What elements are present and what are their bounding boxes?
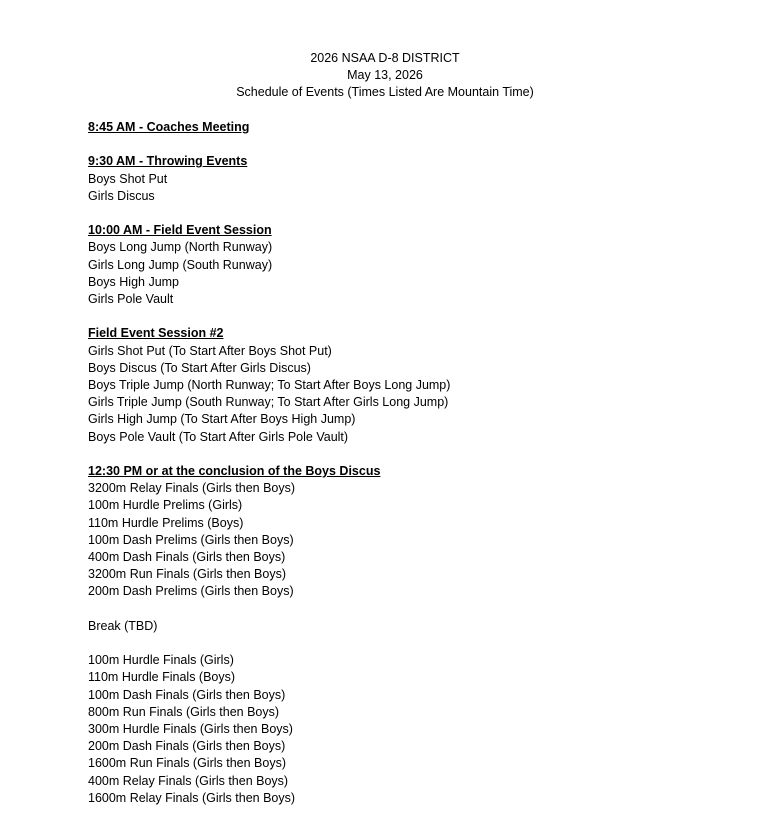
schedule-section [88, 618, 748, 635]
schedule-section [88, 119, 748, 136]
event-item: 400m Dash Finals (Girls then Boys) [88, 550, 286, 565]
event-date: May 13, 2026 [347, 68, 423, 82]
event-item: Girls Pole Vault [88, 292, 174, 306]
event-item: Boys Pole Vault (To Start After Girls Pole Vault) [88, 429, 349, 444]
event-item: 110m Hurdle Prelims (Boys) [88, 515, 244, 530]
document-title: 2026 NSAA D-8 DISTRICT [310, 51, 460, 65]
event-item: 200m Dash Finals (Girls then Boys) [88, 739, 286, 754]
event-item: 1600m Run Finals (Girls then Boys) [88, 756, 286, 771]
event-item: Girls High Jump (To Start After Boys High Jump) [88, 412, 356, 427]
schedule-section [88, 325, 748, 445]
event-item: 800m Run Finals (Girls then Boys) [88, 704, 280, 719]
event-item: 300m Hurdle Finals (Girls then Boys) [88, 722, 293, 737]
event-item: 400m Relay Finals (Girls then Boys) [88, 773, 289, 788]
section-heading: 9:30 AM - Throwing Events [88, 154, 248, 169]
schedule-section [88, 153, 748, 205]
section-heading: 12:30 PM or at the conclusion of the Boys Discus [88, 464, 381, 478]
event-item: 100m Dash Prelims (Girls then Boys) [88, 532, 294, 547]
section-heading: Field Event Session #2 [88, 326, 224, 341]
section-heading: 10:00 AM - Field Event Session [88, 223, 272, 238]
section-heading: 8:45 AM - Coaches Meeting [88, 120, 250, 134]
event-item: 100m Dash Finals (Girls then Boys) [88, 687, 286, 702]
schedule-subtitle: Schedule of Events (Times Listed Are Mountain Time) [236, 85, 534, 99]
document-header [0, 50, 770, 101]
event-item: 110m Hurdle Finals (Boys) [88, 670, 236, 685]
event-item: Boys Shot Put [88, 171, 168, 186]
event-item: Girls Discus [88, 188, 155, 203]
event-item: Boys Discus (To Start After Girls Discus) [88, 360, 311, 375]
schedule-section [88, 652, 748, 807]
event-item: 3200m Run Finals (Girls then Boys) [88, 567, 286, 582]
event-item: 100m Hurdle Finals (Girls) [88, 653, 234, 668]
schedule-body [88, 119, 748, 824]
event-item: 200m Dash Prelims (Girls then Boys) [88, 584, 294, 599]
event-item: Boys High Jump [88, 274, 180, 289]
event-item: Boys Long Jump (North Runway) [88, 240, 273, 255]
schedule-section [88, 463, 748, 601]
schedule-section [88, 222, 748, 308]
event-item: Break (TBD) [88, 618, 158, 633]
event-item: Girls Long Jump (South Runway) [88, 257, 273, 272]
event-item: Girls Shot Put (To Start After Boys Shot Put) [88, 343, 332, 358]
event-item: Boys Triple Jump (North Runway; To Start After Boys Long Jump) [88, 378, 451, 392]
event-item: 1600m Relay Finals (Girls then Boys) [88, 790, 296, 805]
event-item: 100m Hurdle Prelims (Girls) [88, 498, 243, 513]
event-item: Girls Triple Jump (South Runway; To Start After Girls Long Jump) [88, 395, 449, 410]
event-item: 3200m Relay Finals (Girls then Boys) [88, 481, 296, 496]
